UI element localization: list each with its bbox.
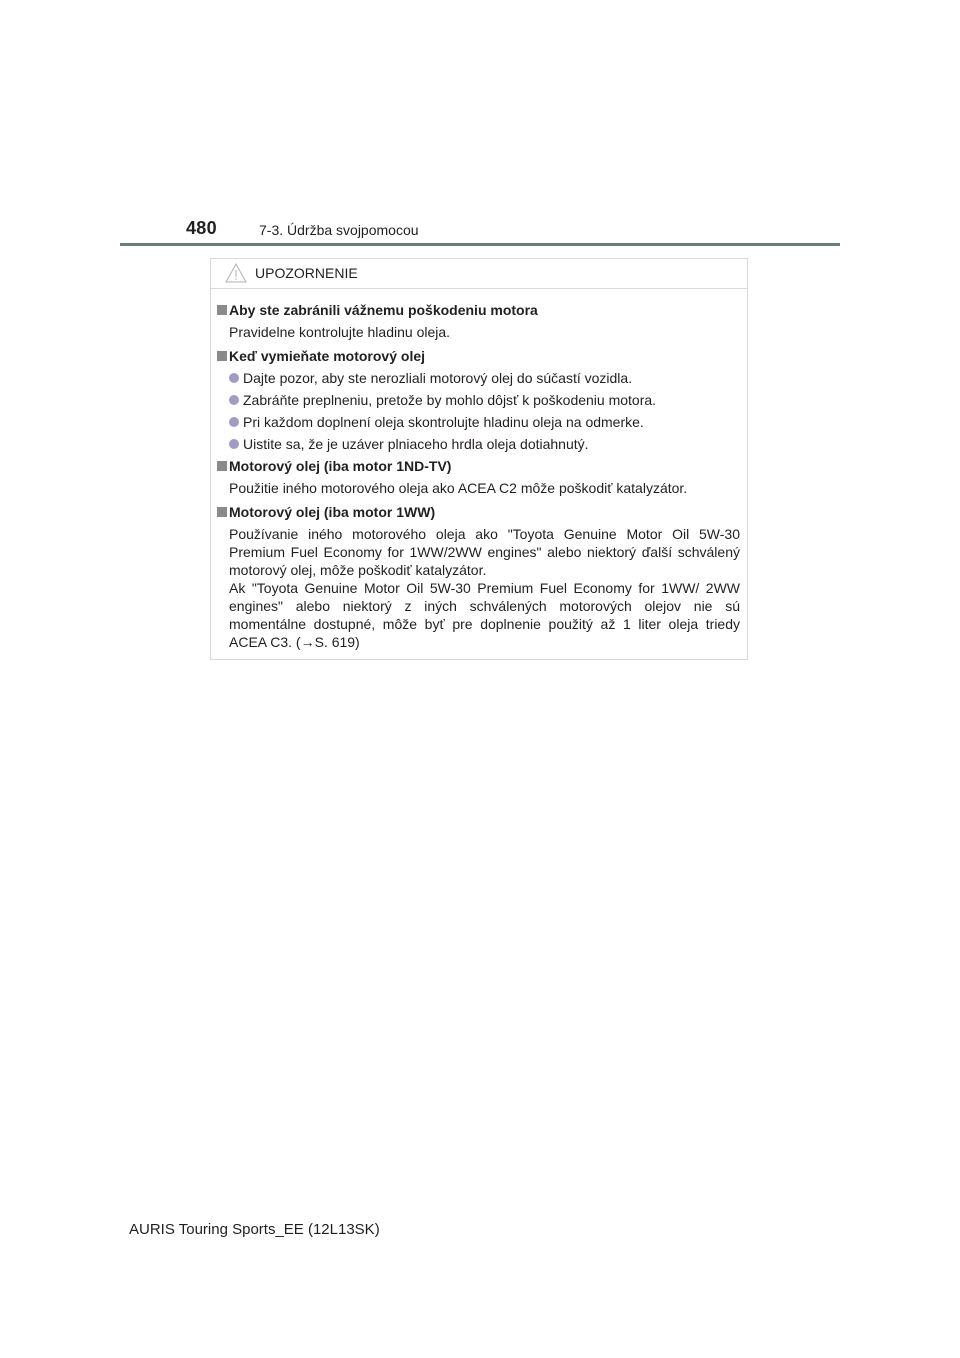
caution-item <box>211 503 749 651</box>
square-bullet-icon <box>217 507 227 517</box>
bullet-item <box>229 391 749 409</box>
item-text: Pravidelne kontrolujte hladinu oleja. <box>229 324 451 340</box>
caution-header <box>211 259 747 289</box>
item-heading: Keď vymieňate motorový olej <box>229 348 426 364</box>
item-heading: Aby ste zabránili vážnemu poškodeniu motora <box>229 302 538 318</box>
bullet-text: Dajte pozor, aby ste nerozliali motorový olej do súčastí vozidla. <box>243 370 633 386</box>
caution-item <box>211 301 749 341</box>
round-bullet-icon <box>229 373 239 383</box>
item-text: Používanie iného motorového oleja ako "Toyota Genuine Motor Oil 5W-30 Premium Fuel Economy for 1WW/2WW engines" alebo niektorý ďalší schválený motorový olej, môže poškodiť katalyzátor. <box>229 526 740 578</box>
round-bullet-icon <box>229 439 239 449</box>
header-rule <box>120 243 840 246</box>
bullet-text: Zabráňte preplneniu, pretože by mohlo dôjsť k poškodeniu motora. <box>243 392 657 408</box>
item-heading: Motorový olej (iba motor 1ND-TV) <box>229 458 452 474</box>
caution-title: UPOZORNENIE <box>255 265 358 281</box>
square-bullet-icon <box>217 305 227 315</box>
item-heading: Motorový olej (iba motor 1WW) <box>229 504 436 520</box>
section-title: 7-3. Údržba svojpomocou <box>259 222 419 238</box>
bullet-text: Uistite sa, že je uzáver plniaceho hrdla oleja dotiahnutý. <box>243 436 589 452</box>
caution-body <box>211 301 749 657</box>
round-bullet-icon <box>229 395 239 405</box>
round-bullet-icon <box>229 417 239 427</box>
square-bullet-icon <box>217 461 227 471</box>
bullet-item <box>229 435 749 453</box>
square-bullet-icon <box>217 351 227 361</box>
bullet-item <box>229 413 749 431</box>
bullet-item <box>229 369 749 387</box>
item-text-continued: Ak "Toyota Genuine Motor Oil 5W-30 Premium Fuel Economy for 1WW/ 2WW engines" alebo niektorý z iných schválených motorových olejov nie sú momentálne dostupné, môže byť pre doplnenie použitý až 1 liter oleja triedy ACEA C3. (→S. 619) <box>229 580 740 650</box>
caution-box <box>210 258 748 660</box>
warning-triangle-icon <box>225 263 247 283</box>
caution-item <box>211 347 749 453</box>
page-footer: AURIS Touring Sports_EE (12L13SK) <box>129 1221 380 1238</box>
caution-item <box>211 457 749 497</box>
page-number: 480 <box>186 218 217 238</box>
bullet-text: Pri každom doplnení oleja skontrolujte hladinu oleja na odmerke. <box>243 414 644 430</box>
item-text: Použitie iného motorového oleja ako ACEA C2 môže poškodiť katalyzátor. <box>229 480 688 496</box>
page-header <box>120 214 840 248</box>
